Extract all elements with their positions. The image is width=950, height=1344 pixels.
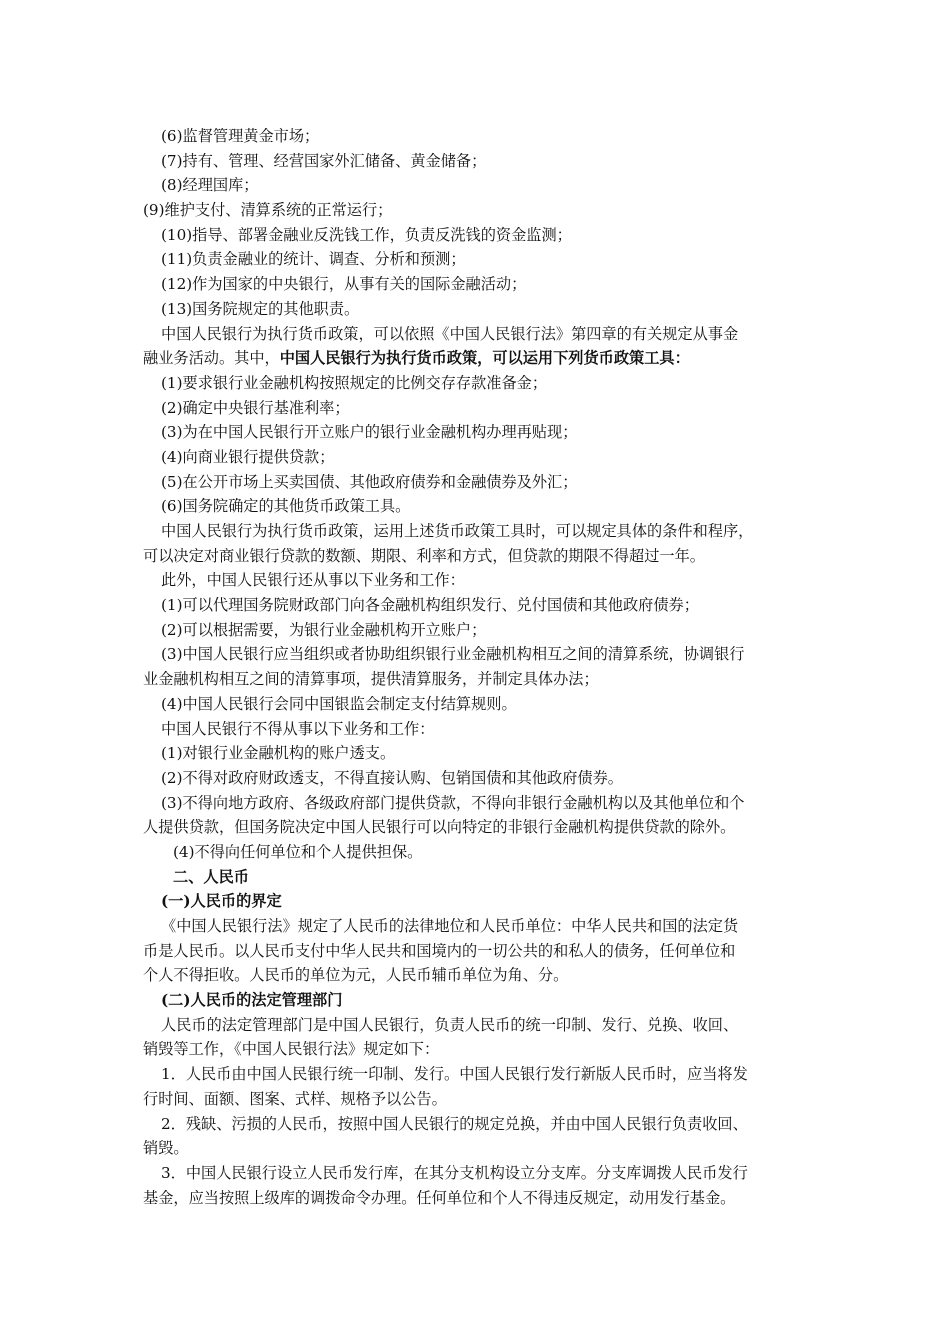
section-heading [143,889,815,914]
line-text: (2)不得对政府财政透支，不得直接认购、包销国债和其他政府债券。 [161,768,623,787]
text-line [143,766,815,791]
text-line [143,544,815,569]
line-text: (8)经理国库； [161,176,259,195]
line-text: (2)确定中央银行基准利率； [161,398,350,417]
line-text: 中国人民银行为执行货币政策，可以依照《中国人民银行法》第四章的有关规定从事金 [161,324,739,343]
text-line [143,741,815,766]
text-line [143,149,815,174]
text-line [143,692,815,717]
line-text: (6)监督管理黄金市场； [161,127,320,145]
text-line [143,618,815,643]
line-text: (二)人民币的法定管理部门 [161,991,343,1010]
line-text: 1．人民币由中国人民银行统一印制、发行。中国人民银行发行新版人民币时，应当将发 [161,1065,748,1084]
line-text: 融业务活动。其中， [143,349,280,368]
line-text: (3)中国人民银行应当组织或者协助组织银行业金融机构相互之间的清算系统，协调银行 [161,645,745,664]
text-line [143,1161,815,1186]
text-line [143,1013,815,1038]
line-text: (3)不得向地方政府、各级政府部门提供贷款，不得向非银行金融机构以及其他单位和个 [161,793,745,812]
text-line [143,642,815,667]
line-text: (2)可以根据需要，为银行业金融机构开立账户； [161,620,487,639]
line-text: 币是人民币。以人民币支付中华人民共和国境内的一切公共的和私人的债务，任何单位和 [143,941,736,960]
line-text: 2．残缺、污损的人民币，按照中国人民银行的规定兑换，并由中国人民银行负责收回、 [161,1114,748,1133]
text-line [143,470,815,495]
text-line [143,346,815,371]
line-text: (一)人民币的界定 [161,892,282,911]
section-heading [143,865,815,890]
line-text: (7)持有、管理、经营国家外汇储备、黄金储备； [161,151,487,170]
line-text: 人提供贷款，但国务院决定中国人民银行可以向特定的非银行金融机构提供贷款的除外。 [143,818,736,837]
line-text: (10)指导、部署金融业反洗钱工作，负责反洗钱的资金监测； [161,225,572,244]
line-text: (13)国务院规定的其他职责。 [161,299,360,318]
line-text: (4)不得向任何单位和个人提供担保。 [173,842,423,861]
text-line [143,963,815,988]
text-line [143,124,815,149]
text-line [143,1087,815,1112]
text-line [143,223,815,248]
line-text: 人民币的法定管理部门是中国人民银行，负责人民币的统一印制、发行、兑换、收回、 [161,1015,739,1034]
text-line [143,371,815,396]
line-text: 中国人民银行不得从事以下业务和工作： [161,719,435,738]
text-line [143,815,815,840]
text-line [143,396,815,421]
line-text: (6)国务院确定的其他货币政策工具。 [161,497,411,516]
text-line [143,568,815,593]
text-line [143,667,815,692]
line-text: (4)中国人民银行会同中国银监会制定支付结算规则。 [161,694,517,713]
text-line [143,939,815,964]
text-line [143,247,815,272]
line-text: (1)可以代理国务院财政部门向各金融机构组织发行、兑付国债和其他政府债券； [161,596,699,615]
line-text: (9)维护支付、清算系统的正常运行； [143,201,393,220]
line-text: (12)作为国家的中央银行，从事有关的国际金融活动； [161,275,527,294]
text-line [143,198,815,223]
text-line [143,717,815,742]
bold-emphasis: 中国人民银行为执行货币政策，可以运用下列货币政策工具： [279,349,690,368]
text-line [143,791,815,816]
line-text: (3)为在中国人民银行开立账户的银行业金融机构办理再贴现； [161,423,578,442]
line-text: 3．中国人民银行设立人民币发行库，在其分支机构设立分支库。分支库调拨人民币发行 [161,1163,748,1182]
section-heading [143,988,815,1013]
text-line [143,322,815,347]
text-line [143,1037,815,1062]
line-text: 中国人民银行为执行货币政策，运用上述货币政策工具时，可以规定具体的条件和程序， [161,522,754,540]
line-text: 个人不得拒收。人民币的单位为元，人民币辅币单位为角、分。 [143,966,569,985]
text-line [143,297,815,322]
text-line [143,840,815,865]
line-text: (5)在公开市场上买卖国债、其他政府债券和金融债券及外汇； [161,472,578,491]
line-text: 销毁等工作，《中国人民银行法》规定如下： [143,1040,440,1059]
text-line [143,272,815,297]
text-line [143,593,815,618]
text-line [143,1062,815,1087]
text-line [143,1136,815,1161]
line-text: 销毁。 [143,1139,189,1158]
line-text: 《中国人民银行法》规定了人民币的法律地位和人民币单位：中华人民共和国的法定货 [161,917,739,935]
line-text: 此外，中国人民银行还从事以下业务和工作： [161,571,465,590]
line-text: 行时间、面额、图案、式样、规格予以公告。 [143,1089,447,1108]
line-text: 二、人民币 [173,867,249,886]
text-line [143,1112,815,1137]
text-line [143,1186,815,1211]
text-line [143,914,815,939]
text-line [143,519,815,544]
text-line [143,494,815,519]
line-text: (1)对银行业金融机构的账户透支。 [161,744,396,763]
line-text: (4)向商业银行提供贷款； [161,447,335,466]
line-text: 业金融机构相互之间的清算事项，提供清算服务，并制定具体办法； [143,670,599,689]
line-text: (1)要求银行业金融机构按照规定的比例交存存款准备金； [161,373,548,392]
line-text: 可以决定对商业银行贷款的数额、期限、利率和方式，但贷款的期限不得超过一年。 [143,546,705,565]
line-text: 基金，应当按照上级库的调拨命令办理。任何单位和个人不得违反规定，动用发行基金。 [143,1188,736,1207]
document-body [143,124,815,1210]
line-text: (11)负责金融业的统计、调查、分析和预测； [161,250,466,269]
text-line [143,173,815,198]
text-line [143,445,815,470]
text-line [143,420,815,445]
